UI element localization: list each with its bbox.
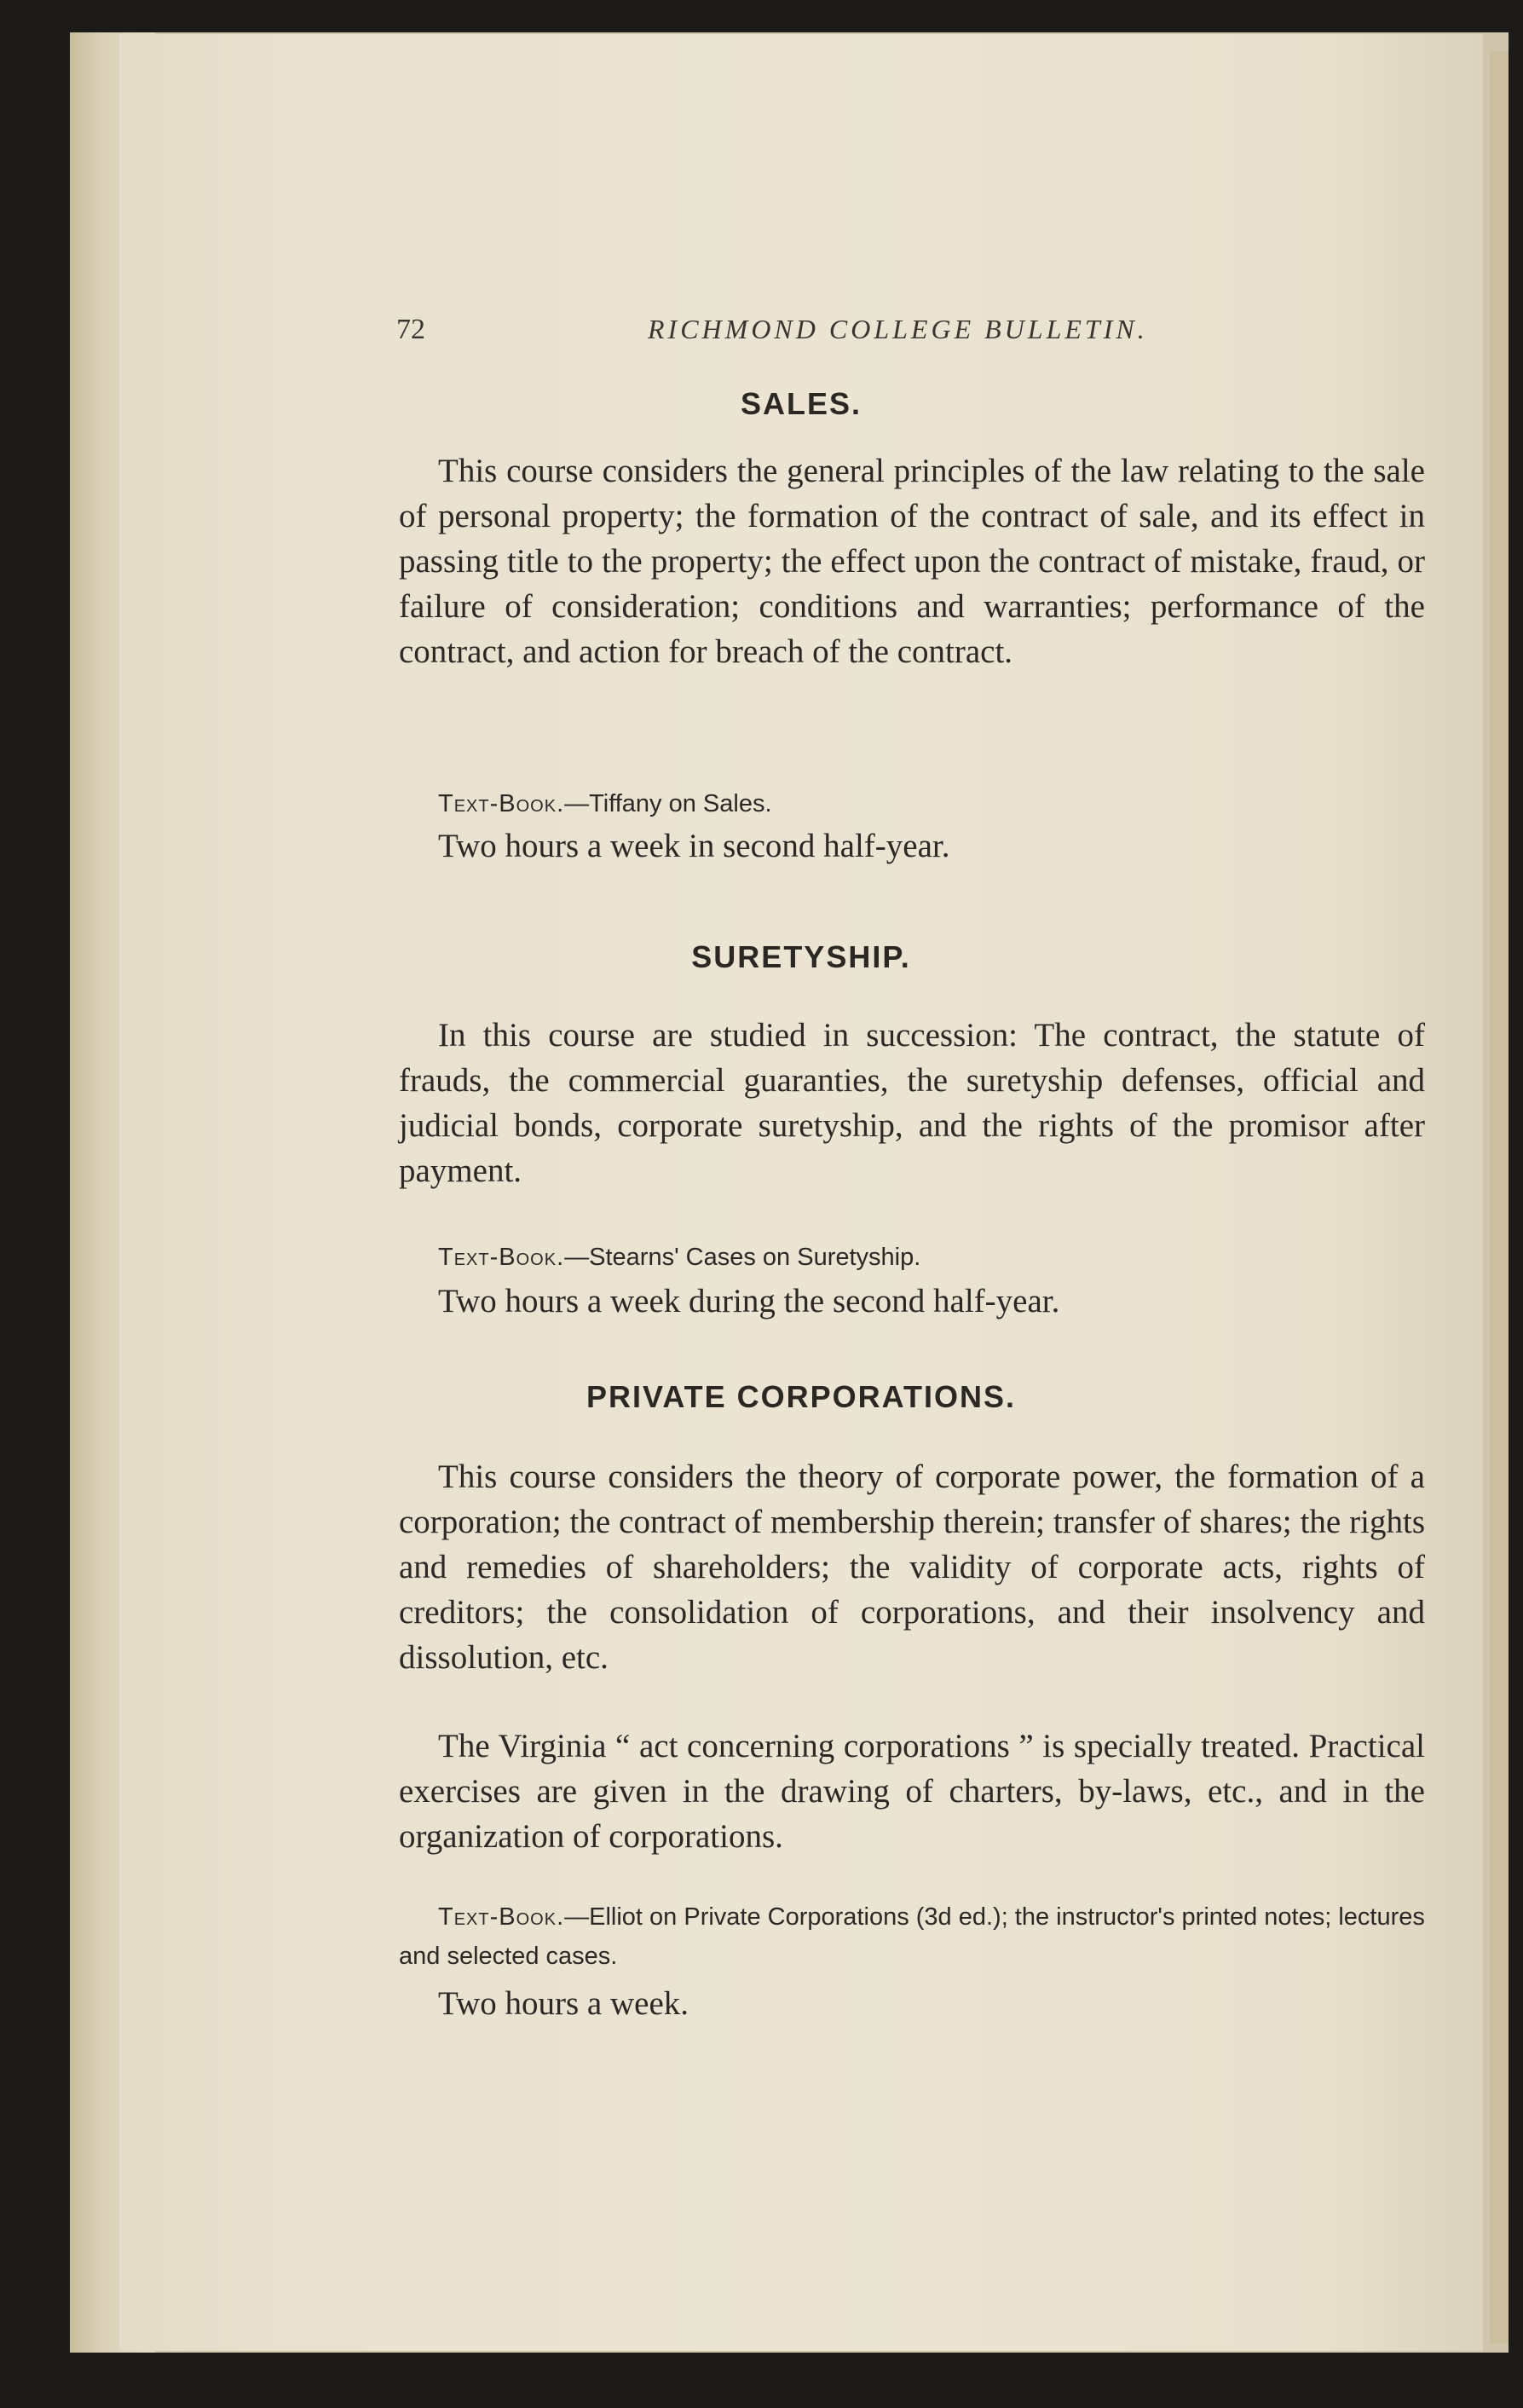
page-number: 72 [396,314,425,345]
sales-paragraph: This course considers the general principles of the law relating to the sale of personal property; the formation of the contract of sale, and its effect in passing title to the property; the effect upon the contract of mistake, fraud, or failure of consideration; conditions and warranties; performance of the contract, and action for breach of the contract. [399,453,1425,670]
running-head: RICHMOND COLLEGE BULLETIN. [648,314,1148,344]
corporations-paragraph-1: This course considers the theory of corporate power, the formation of a corporation; the contract of membership therein; transfer of shares; the rights and remedies of shareholders; the validity of corporate acts, rights of creditors; the consolidation of corporations, and their insolvency and dissolution, etc. [399,1458,1425,1676]
suretyship-hours: Two hours a week during the second half-year. [438,1283,1060,1319]
sales-textbook [438,784,1427,823]
textbook-title: —Stearns' Cases on Suretyship. [564,1244,921,1271]
corporations-textbook [399,1897,1430,1976]
section-title-private-corporations: PRIVATE CORPORATIONS. [586,1379,1017,1414]
corporations-paragraph-2: The Virginia “ act concerning corporations ” is specially treated. Practical exercises are given in the drawing of charters, by-laws, etc., and in the organization of corporations. [399,1728,1425,1855]
book-page [119,34,1483,2351]
section-title-suretyship: SURETYSHIP. [691,939,911,974]
section-title-sales: SALES. [740,386,862,421]
suretyship-textbook [438,1238,1427,1277]
textbook-title: —Tiffany on Sales. [564,790,772,817]
next-page-edge [1490,51,1509,2344]
textbook-label: Text-Book. [438,1244,565,1271]
corporations-hours: Two hours a week. [438,1985,689,2022]
textbook-label: Text-Book. [438,1903,565,1931]
page-header [119,314,1483,365]
textbook-title: —Elliot on Private Corporations (3d ed.); the instructor's printed notes; lectures and selected cases. [399,1903,1425,1970]
textbook-label: Text-Book. [438,790,565,817]
suretyship-paragraph: In this course are studied in succession: The contract, the statute of frauds, the commercial guaranties, the suretyship defenses, official and judicial bonds, corporate suretyship, and the rights of the promisor after payment. [399,1017,1425,1189]
sales-hours: Two hours a week in second half-year. [438,828,950,864]
